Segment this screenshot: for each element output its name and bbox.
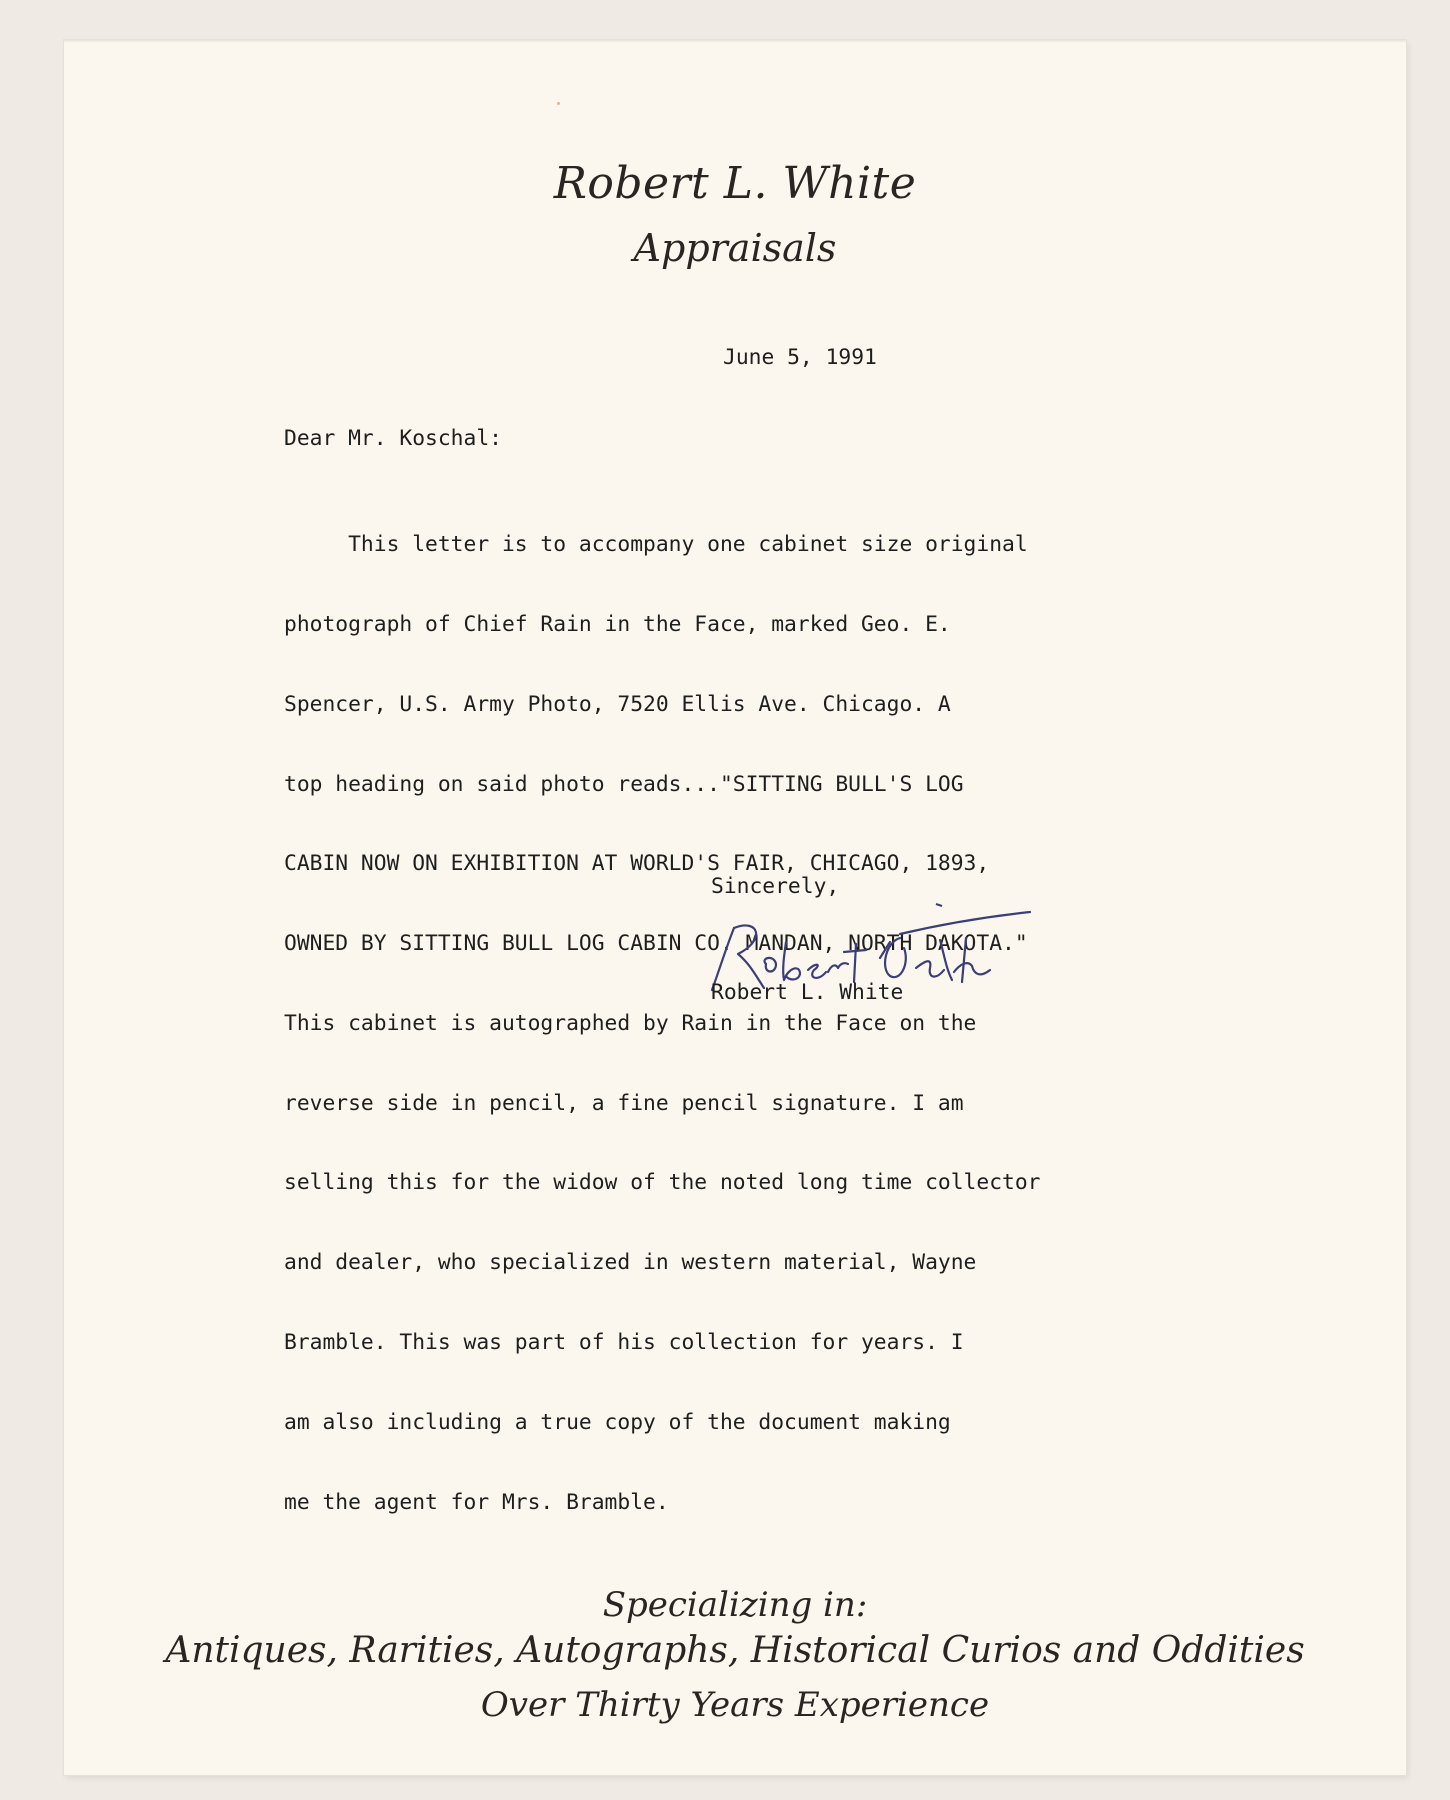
footer-specialties: Antiques, Rarities, Autographs, Historical Curios and Oddities xyxy=(165,1630,1305,1671)
footer-specializing: Specializing in: xyxy=(602,1585,868,1625)
body-line: selling this for the widow of the noted long time collector xyxy=(284,1170,1041,1196)
body-line: This letter is to accompany one cabinet size original xyxy=(284,532,1028,558)
body-line: reverse side in pencil, a fine pencil signature. I am xyxy=(284,1090,964,1116)
letter-date: June 5, 1991 xyxy=(723,345,877,370)
body-line: photograph of Chief Rain in the Face, marked Geo. E. xyxy=(284,611,951,637)
salutation: Dear Mr. Koschal: xyxy=(284,426,502,451)
paper-speck xyxy=(557,102,560,105)
body-line: Bramble. This was part of his collection for years. I xyxy=(284,1330,964,1355)
body-line: me the agent for Mrs. Bramble. xyxy=(284,1489,669,1515)
body-line: top heading on said photo reads..."SITTING BULL'S LOG xyxy=(284,771,964,797)
letterhead-subtitle: Appraisals xyxy=(633,226,837,270)
page-top-edge xyxy=(64,40,1406,43)
body-line: Spencer, U.S. Army Photo, 7520 Ellis Ave. Chicago. A xyxy=(284,691,951,717)
typed-signature-name: Robert L. White xyxy=(711,980,904,1005)
footer-experience: Over Thirty Years Experience xyxy=(480,1685,990,1725)
body-line: CABIN NOW ON EXHIBITION AT WORLD'S FAIR, CHICAGO, 1893, xyxy=(284,851,990,877)
body-line: OWNED BY SITTING BULL LOG CABIN CO. MANDAN, NORTH DAKOTA." xyxy=(284,931,1028,957)
letter-body xyxy=(284,479,1041,1569)
closing: Sincerely, xyxy=(711,874,840,899)
letter-page xyxy=(64,40,1406,1775)
body-line: am also including a true copy of the document making xyxy=(284,1409,951,1435)
letterhead-name: Robert L. White xyxy=(553,158,917,209)
body-line: This cabinet is autographed by Rain in the Face on the xyxy=(284,1010,977,1036)
body-line: and dealer, who specialized in western material, Wayne xyxy=(284,1250,977,1276)
